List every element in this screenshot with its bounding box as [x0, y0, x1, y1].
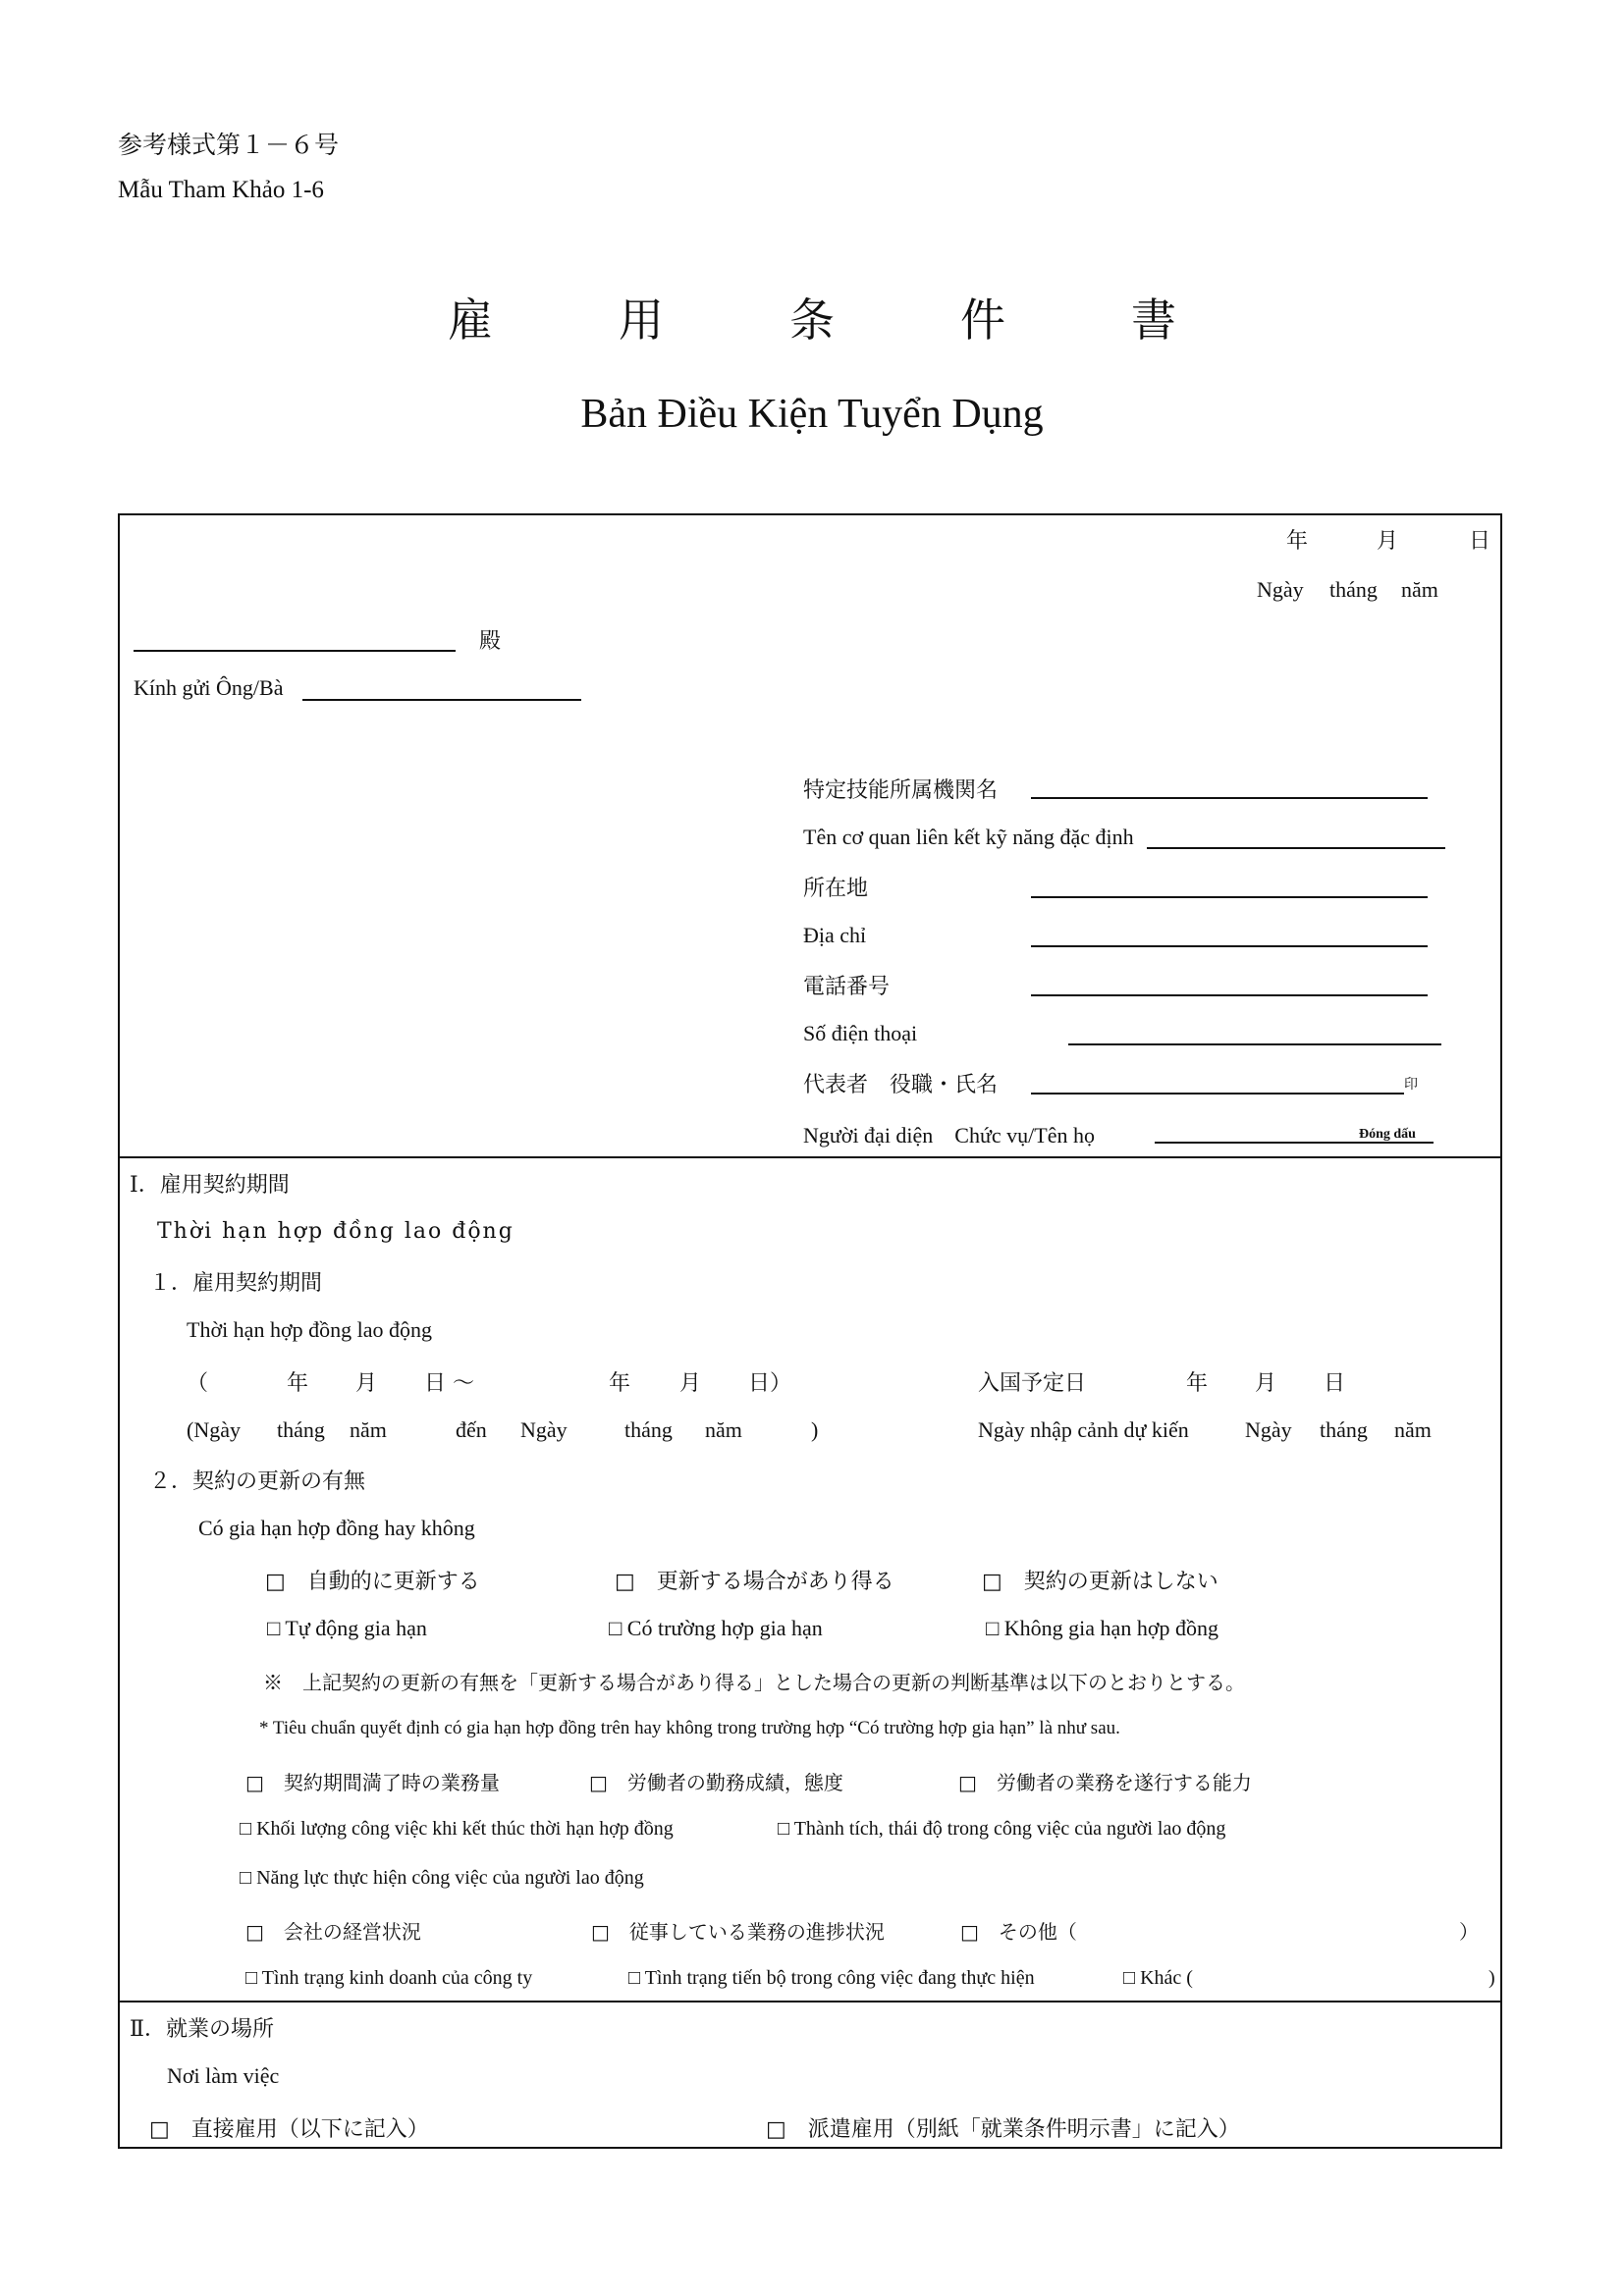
form-code-vn: Mẫu Tham Khảo 1-6 — [118, 177, 324, 203]
criteria-performance-jp[interactable]: □ 労働者の勤務成績，態度 — [589, 1771, 843, 1794]
item1-title-jp: １．雇用契約期間 — [149, 1271, 323, 1296]
org-name-jp: 特定技能所属機関名 — [803, 778, 999, 803]
entry-month-vn: tháng — [1320, 1417, 1368, 1442]
section1-divider — [118, 1156, 1502, 1158]
criteria-other-close-vn: ) — [1489, 1967, 1495, 1989]
item1-title-vn: Thời hạn hợp đồng lao động — [187, 1317, 432, 1342]
period-start-year: 年 — [287, 1371, 309, 1396]
seal-mark-jp: 印 — [1404, 1077, 1418, 1093]
renew-possible-vn[interactable]: □ Có trường hợp gia hạn — [609, 1616, 823, 1640]
item2-title-vn: Có gia hạn hợp đồng hay không — [198, 1516, 475, 1540]
entry-day-vn: Ngày — [1245, 1417, 1292, 1442]
entry-year-vn: năm — [1394, 1417, 1432, 1442]
org-phone-line-jp[interactable] — [1031, 994, 1428, 996]
renew-possible-jp[interactable]: □ 更新する場合があり得る — [615, 1570, 894, 1594]
criteria-ability-jp[interactable]: □ 労働者の業務を遂行する能力 — [958, 1771, 1252, 1794]
org-address-line-jp[interactable] — [1031, 896, 1428, 898]
criteria-business-jp[interactable]: □ 会社の経営状況 — [245, 1920, 421, 1944]
org-name-line-vn[interactable] — [1147, 847, 1445, 849]
criteria-note-vn: * Tiêu chuẩn quyết định có gia hạn hợp đồng trên hay không trong trường hợp “Có trường hợp gia hạn” là như sau. — [259, 1718, 1120, 1738]
section2-divider — [118, 2001, 1502, 2002]
criteria-business-vn[interactable]: □ Tình trạng kinh doanh của công ty — [245, 1967, 533, 1989]
period-open-vn: (Ngày — [187, 1417, 241, 1442]
section1-heading-vn: Thời hạn hợp đồng lao động — [157, 1219, 514, 1244]
entry-label-jp: 入国予定日 — [978, 1371, 1087, 1396]
workplace-dispatch-option[interactable]: □ 派遣雇用（別紙「就業条件明示書」に記入） — [766, 2117, 1240, 2142]
addressee-suffix-jp: 殿 — [479, 629, 502, 654]
entry-year-jp: 年 — [1186, 1371, 1209, 1396]
period-start-month-vn: tháng — [277, 1417, 325, 1442]
org-phone-vn: Số điện thoại — [803, 1021, 918, 1045]
date-day-jp: 日 — [1469, 529, 1491, 554]
section2-heading-vn: Nơi làm việc — [167, 2063, 280, 2088]
criteria-ability-vn[interactable]: □ Năng lực thực hiện công việc của người lao động — [240, 1867, 644, 1889]
criteria-other-jp[interactable]: □ その他（ — [960, 1920, 1077, 1944]
addressee-label-vn: Kính gửi Ông/Bà — [134, 675, 284, 700]
criteria-progress-jp[interactable]: □ 従事している業務の進捗状況 — [591, 1920, 885, 1944]
period-end-day: 日） — [748, 1371, 792, 1396]
period-end-year-vn: năm — [705, 1417, 742, 1442]
item2-title-jp: ２．契約の更新の有無 — [149, 1469, 366, 1494]
entry-month-jp: 月 — [1255, 1371, 1277, 1396]
form-code-jp: 参考様式第１－６号 — [118, 131, 340, 159]
period-start-month: 月 — [355, 1371, 378, 1396]
org-address-vn: Địa chỉ — [803, 923, 867, 947]
addressee-name-line-jp[interactable] — [134, 650, 456, 652]
period-start-year-vn: năm — [350, 1417, 387, 1442]
criteria-progress-vn[interactable]: □ Tình trạng tiến bộ trong công việc đang thực hiện — [628, 1967, 1035, 1989]
criteria-workload-jp[interactable]: □ 契約期間満了時の業務量 — [245, 1771, 500, 1794]
period-close-vn: ) — [811, 1417, 819, 1442]
date-day-vn: Ngày — [1257, 577, 1304, 602]
period-start-day: 日 ～ — [424, 1371, 474, 1396]
renew-auto-vn[interactable]: □ Tự động gia hạn — [267, 1616, 427, 1640]
section1-heading-jp: Ⅰ．雇用契約期間 — [130, 1173, 290, 1198]
period-end-month-vn: tháng — [624, 1417, 673, 1442]
renew-auto-jp[interactable]: □ 自動的に更新する — [265, 1570, 480, 1594]
period-to-vn: đến — [456, 1417, 487, 1442]
org-rep-vn: Người đại diện Chức vụ/Tên họ — [803, 1123, 1095, 1148]
entry-day-jp: 日 — [1324, 1371, 1346, 1396]
addressee-name-line-vn[interactable] — [302, 699, 581, 701]
date-year-vn: năm — [1401, 577, 1438, 602]
seal-mark-vn: Đóng dấu — [1359, 1127, 1416, 1142]
org-name-line-jp[interactable] — [1031, 797, 1428, 799]
renew-none-vn[interactable]: □ Không gia hạn hợp đồng — [986, 1616, 1218, 1640]
title-jp: 雇用条件書 — [448, 294, 1302, 347]
entry-label-vn: Ngày nhập cảnh dự kiến — [978, 1417, 1189, 1442]
date-month-jp: 月 — [1377, 529, 1399, 554]
org-rep-jp: 代表者 役職・氏名 — [803, 1073, 999, 1097]
org-address-line-vn[interactable] — [1031, 945, 1428, 947]
period-end-day-vn: Ngày — [520, 1417, 568, 1442]
workplace-direct-option[interactable]: □ 直接雇用（以下に記入） — [149, 2117, 429, 2142]
period-end-year: 年 — [609, 1371, 631, 1396]
org-rep-line-jp[interactable] — [1031, 1093, 1404, 1095]
title-vn: Bản Điều Kiện Tuyển Dụng — [580, 392, 1044, 437]
criteria-other-close-jp: ） — [1459, 1920, 1479, 1944]
org-phone-line-vn[interactable] — [1068, 1043, 1441, 1045]
section2-heading-jp: Ⅱ．就業の場所 — [130, 2017, 274, 2042]
org-phone-jp: 電話番号 — [803, 975, 891, 999]
org-name-vn: Tên cơ quan liên kết kỹ năng đặc định — [803, 825, 1134, 849]
criteria-workload-vn[interactable]: □ Khối lượng công việc khi kết thúc thời hạn hợp đồng — [240, 1818, 674, 1840]
criteria-note-jp: ※ 上記契約の更新の有無を「更新する場合があり得る」とした場合の更新の判断基準は以下のとおりとする。 — [263, 1671, 1245, 1694]
criteria-performance-vn[interactable]: □ Thành tích, thái độ trong công việc của người lao động — [778, 1818, 1226, 1840]
criteria-other-vn[interactable]: □ Khác ( — [1123, 1967, 1193, 1989]
period-end-month: 月 — [679, 1371, 702, 1396]
period-open: （ — [187, 1371, 209, 1396]
date-month-vn: tháng — [1329, 577, 1378, 602]
renew-none-jp[interactable]: □ 契約の更新はしない — [982, 1570, 1218, 1594]
org-address-jp: 所在地 — [803, 877, 869, 901]
date-year-jp: 年 — [1286, 529, 1309, 554]
